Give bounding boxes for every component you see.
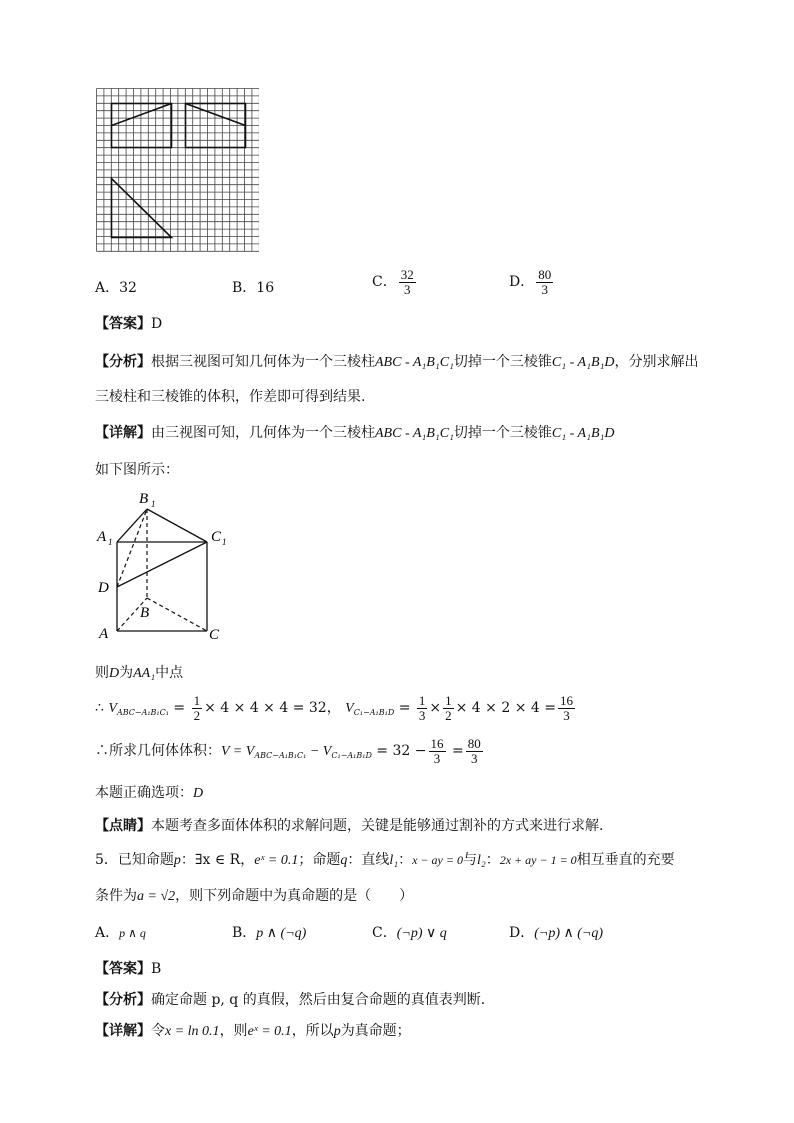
q4-correct-option — [95, 782, 203, 802]
q5-detail-d: 为真命题； — [340, 1023, 411, 1039]
eq2-frac — [429, 737, 446, 765]
eq1-v2: V — [345, 701, 354, 717]
line3-text-b: 为 — [119, 665, 134, 681]
eq2-f-num: 16 — [430, 736, 444, 751]
analysis-text-2: 切掉一个三棱锥 — [453, 354, 552, 370]
q4-comment — [95, 815, 603, 835]
q4-detail-line1 — [95, 422, 614, 442]
q5-analysis-text: 确定命题 p, q 的真假，然后由复合命题的真值表判断． — [151, 992, 495, 1008]
option-c-num: 32 — [400, 267, 414, 282]
q5-stem-d: ：直线 — [347, 852, 390, 868]
q4-analysis-line2: 三棱柱和三棱锥的体积，作差即可得到结果. — [95, 389, 366, 405]
label-a1: A — [97, 529, 107, 545]
analysis-text-3: ，分别求解出 — [614, 354, 699, 370]
q5-analysis-tag: 【分析】 — [95, 992, 151, 1008]
prism-diagram — [95, 488, 245, 648]
line3-text-a: 则 — [95, 665, 109, 681]
label-c1-sub: 1 — [222, 537, 227, 547]
option-d-label: D． — [509, 274, 535, 291]
q5-detail-a: 令 — [151, 1023, 165, 1039]
q4-equation-1: ∴ $V_{ABC-A_1B_1C_1}$ = $\frac{1}{2}$ × 4 × 4 × 4 = 32， $V_{C_1-A_1B_1D}$ = $\frac{1}{3}$ × $\frac{1}{2}$ × 4 × 2 × 4 = $\frac{16}{3}$ — [95, 693, 573, 723]
q4-equation-2 — [95, 737, 485, 765]
option-a-label: A． — [95, 280, 120, 296]
q5-opt-c: (¬p) ∨ q — [396, 926, 447, 941]
q4-analysis-line1 — [95, 351, 698, 371]
q5-stem-e: ： — [398, 852, 413, 868]
eq2-minus: − V — [306, 744, 332, 760]
correct-text: 本题正确选项： — [95, 785, 193, 801]
top-view-triangle — [112, 179, 172, 238]
q5-stem-a: 5．已知命题 — [95, 852, 174, 868]
q5-l2-eq: 2x + ay − 1 = 0 — [499, 853, 577, 867]
option-d-den: 3 — [541, 281, 548, 297]
detail-text-2: 切掉一个三棱锥 — [453, 425, 552, 441]
q4-answer — [95, 313, 162, 333]
q5-stem-f: 与 — [462, 852, 477, 868]
option-c-fraction — [399, 268, 416, 296]
eq1-res-num: 16 — [559, 693, 573, 708]
eq2-sub2: C₁−A₁B₁D — [331, 751, 372, 761]
eq1-v1: V — [108, 701, 117, 717]
eq1-f1-num: 1 — [193, 693, 201, 708]
label-b1: B — [139, 491, 149, 507]
q5-detail — [95, 1020, 411, 1040]
q4-option-b[interactable] — [232, 277, 274, 297]
analysis-pyramid: C₁ - A₁B₁D — [551, 355, 615, 370]
q5-condition: a = √2 — [137, 889, 176, 904]
label-b: B — [140, 605, 150, 621]
answer-tag: 【答案】 — [95, 316, 151, 332]
comment-tag: 【点睛】 — [95, 818, 151, 834]
label-a1-sub: 1 — [108, 537, 113, 547]
eq2-prefix: ∴所求几何体体积： — [95, 743, 221, 760]
q4-option-c[interactable] — [372, 268, 418, 296]
eq1-frac1 — [192, 694, 203, 722]
eq2-v: V = V — [221, 744, 255, 760]
option-d-fraction — [536, 268, 553, 296]
detail-tag: 【详解】 — [95, 425, 151, 441]
q5-opt-d-label: D． — [509, 925, 535, 941]
eq2-result — [466, 737, 483, 765]
eq1-v1-sub: ABC−A₁B₁C₁ — [116, 708, 169, 718]
eq1-f1-den: 2 — [193, 707, 201, 723]
q4-option-a[interactable] — [95, 277, 137, 297]
eq2-res-num: 80 — [467, 736, 481, 751]
front-view-diagonal — [112, 104, 172, 126]
detail-prism: ABC - A₁B₁C₁ — [375, 426, 454, 441]
q5-stem-line1 — [95, 849, 675, 869]
q5-l1: l₁ — [389, 853, 399, 868]
eq2-res-den: 3 — [470, 750, 478, 766]
label-c1: C — [211, 529, 222, 545]
q5-analysis — [95, 989, 495, 1009]
line3-text-c: 中点 — [155, 665, 184, 681]
therefore-1: ∴ — [95, 700, 104, 717]
q5-line2-a: 条件为 — [95, 888, 137, 904]
q5-option-b[interactable] — [232, 922, 306, 942]
comment-text: 本题考查多面体体积的求解问题，关键是能够通过割补的方式来进行求解. — [151, 818, 604, 834]
eq1-result — [558, 694, 575, 722]
label-a: A — [99, 626, 109, 642]
q5-q: q — [340, 853, 348, 868]
q5-line2-b: ，则下列命题中为真命题的是（ ） — [175, 888, 414, 904]
q4-detail-line3 — [95, 662, 183, 682]
q5-opt-d: (¬p) ∧ (¬q) — [534, 926, 604, 941]
eq1-f3-num: 1 — [445, 693, 452, 708]
three-view-grid — [96, 88, 259, 254]
option-b-label: B． — [232, 280, 257, 296]
option-b-value: 16 — [256, 280, 275, 296]
q5-detail-expr2: eˣ = 0.1 — [247, 1024, 292, 1039]
side-view-diagonal — [186, 104, 246, 126]
q5-answer-text: B — [151, 961, 162, 977]
q5-opt-a-label: A． — [95, 925, 120, 941]
eq2-f-den: 3 — [433, 750, 441, 766]
answer-text: D — [151, 316, 163, 332]
option-c-label: C． — [372, 274, 397, 291]
q5-stem-h: 相互垂直的充要 — [576, 852, 675, 868]
eq2-eq: = 32 − — [371, 743, 427, 760]
eq1-frac2 — [417, 694, 428, 722]
option-d-num: 80 — [538, 267, 552, 282]
analysis-text-1: 根据三视图可知几何体为一个三棱柱 — [151, 354, 375, 370]
q5-stem-g: ： — [485, 852, 500, 868]
q5-opt-b: p ∧ (¬q) — [256, 926, 307, 941]
q5-stem-c: ；命题 — [298, 852, 341, 868]
eq1-mid: × 4 × 4 × 4 = 32， — [204, 700, 341, 717]
detail-pyramid: C₁ - A₁B₁D — [551, 426, 615, 441]
q5-detail-expr1: x = ln 0.1 — [165, 1024, 220, 1039]
label-d: D — [98, 580, 109, 596]
eq1-res-den: 3 — [563, 707, 570, 723]
q5-answer — [95, 958, 161, 978]
line3-aa1: AA₁ — [133, 666, 156, 681]
eq1-tail: × 4 × 2 × 4 = — [455, 700, 556, 717]
eq2-eq2: = — [447, 743, 464, 760]
q5-detail-c: ，所以 — [291, 1023, 334, 1039]
q5-detail-b: ，则 — [219, 1023, 248, 1039]
eq1-f2-num: 1 — [418, 693, 426, 708]
q5-l2: l₂ — [476, 853, 486, 868]
q4-detail-line2: 如下图所示： — [95, 462, 179, 478]
q5-stem-line2 — [95, 885, 413, 905]
option-a-value: 32 — [119, 280, 137, 296]
analysis-prism: ABC - A₁B₁C₁ — [375, 355, 454, 370]
q4-option-d[interactable] — [509, 268, 555, 296]
q5-answer-tag: 【答案】 — [95, 961, 151, 977]
label-c: C — [209, 627, 220, 643]
q5-opt-c-label: C． — [372, 925, 397, 941]
eq2-sub1: ABC−A₁B₁C₁ — [254, 751, 307, 761]
detail-text-1: 由三视图可知，几何体为一个三棱柱 — [151, 425, 375, 441]
label-b1-sub: 1 — [151, 499, 156, 509]
eq1-frac3 — [443, 694, 454, 722]
eq1-f2-den: 3 — [418, 707, 426, 723]
option-c-den: 3 — [403, 281, 411, 297]
q5-option-d[interactable] — [509, 922, 603, 942]
eq1-v2-sub: C₁−A₁B₁D — [353, 708, 395, 718]
q5-detail-p: p — [333, 1024, 341, 1039]
q5-opt-a: p ∧ q — [119, 926, 146, 940]
q5-option-a[interactable] — [95, 922, 146, 942]
q5-detail-tag: 【详解】 — [95, 1023, 151, 1039]
q5-l1-eq: x − ay = 0 — [412, 853, 463, 867]
analysis-tag: 【分析】 — [95, 354, 151, 370]
line3-d: D — [109, 666, 120, 681]
q5-p: p — [173, 853, 181, 868]
q5-opt-b-label: B． — [232, 925, 257, 941]
eq1-f3-den: 2 — [445, 707, 452, 723]
q5-e-expr: eˣ = 0.1 — [254, 853, 299, 868]
q5-stem-b: ：∃x ∈ R， — [180, 852, 255, 868]
q5-option-c[interactable] — [372, 922, 447, 942]
correct-value: D — [193, 786, 204, 801]
